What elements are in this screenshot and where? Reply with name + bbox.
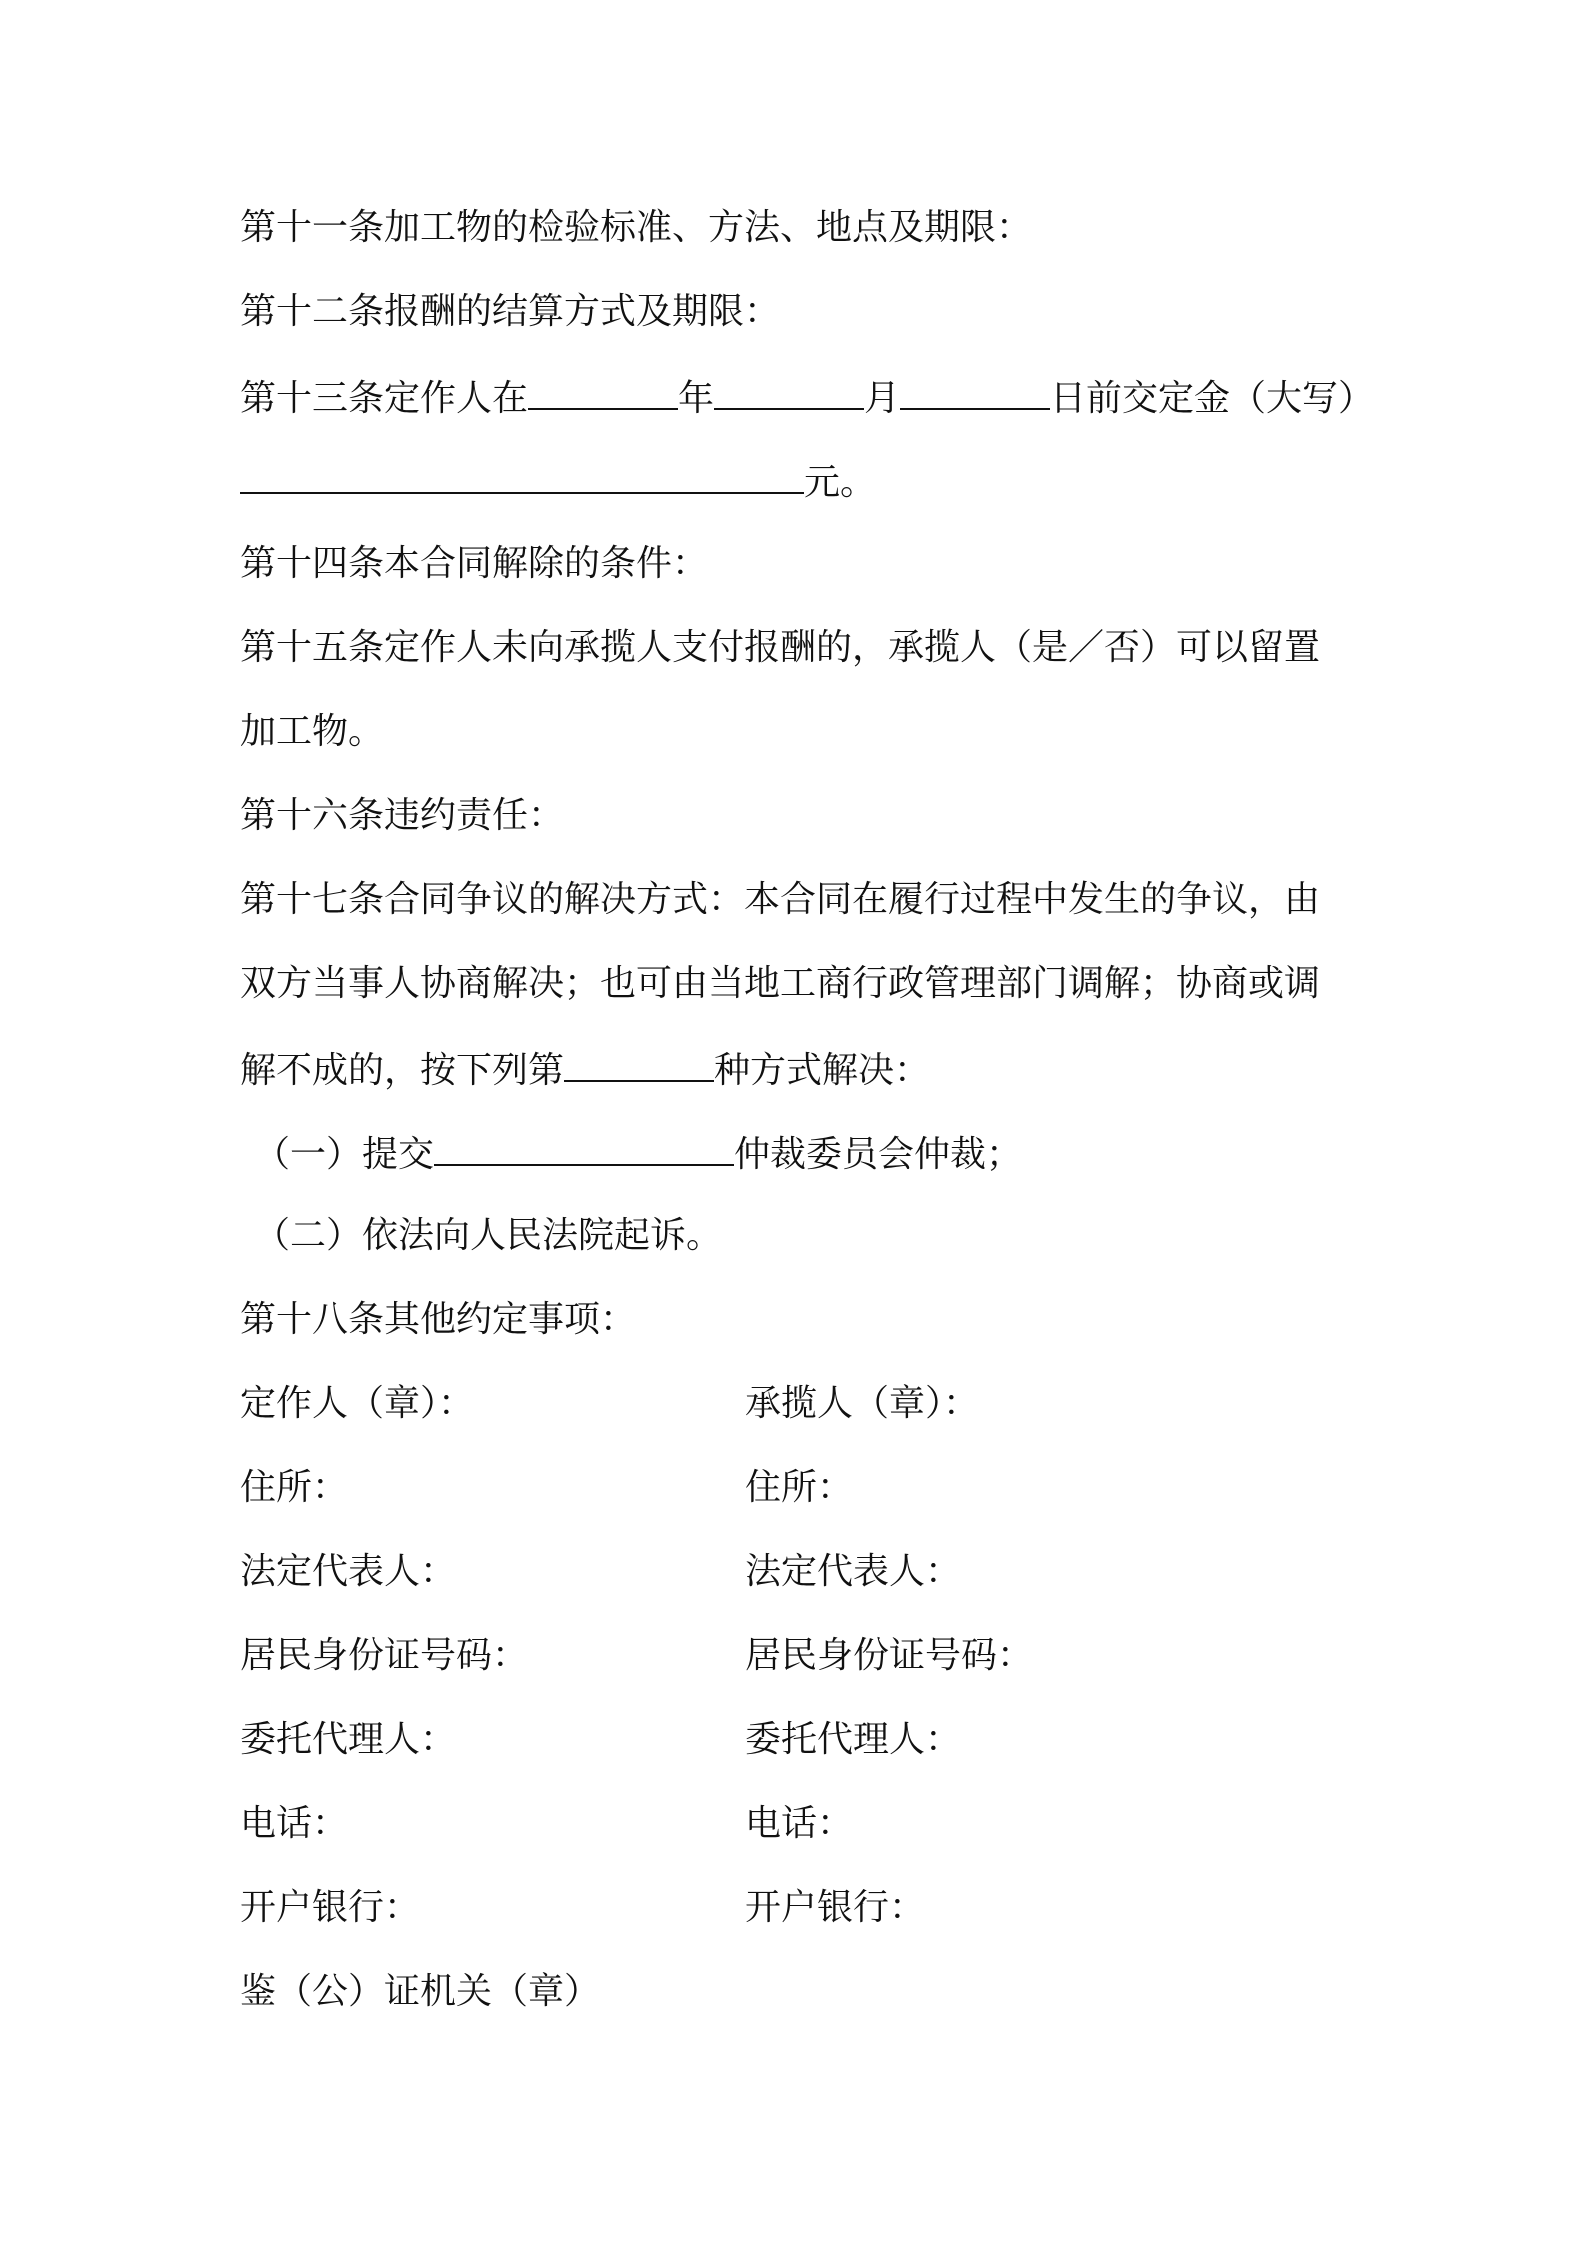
article-17-line1: 第十七条合同争议的解决方式：本合同在履行过程中发生的争议，由: [240, 879, 1321, 920]
option-2: （二）依法向人民法院起诉。: [254, 1215, 723, 1256]
month-blank: [714, 372, 864, 410]
article-13: [240, 372, 1374, 420]
right-bank: 开户银行：: [745, 1887, 926, 1928]
left-agent: 委托代理人：: [240, 1719, 457, 1760]
right-party: 承揽人（章）：: [745, 1383, 980, 1424]
article-17-line3: [240, 1044, 930, 1092]
left-phone: 电话：: [240, 1803, 349, 1844]
option-1: [254, 1128, 1022, 1176]
left-party: 定作人（章）：: [240, 1383, 475, 1424]
year-label: 年: [678, 378, 715, 419]
article-17-line2: 双方当事人协商解决；也可由当地工商行政管理部门调解；协商或调: [240, 963, 1321, 1004]
day-blank: [900, 372, 1050, 410]
right-address: 住所：: [745, 1467, 854, 1508]
article-18: 第十八条其他约定事项：: [240, 1299, 637, 1340]
right-legal-rep: 法定代表人：: [745, 1551, 962, 1592]
notary-seal: 鉴（公）证机关（章）: [240, 1971, 601, 2012]
right-phone: 电话：: [745, 1803, 854, 1844]
article-11: 第十一条加工物的检验标准、方法、地点及期限：: [240, 207, 1033, 248]
left-address: 住所：: [240, 1467, 349, 1508]
method-blank: [564, 1044, 714, 1082]
article-14: 第十四条本合同解除的条件：: [240, 543, 709, 584]
article-15-line2: 加工物。: [240, 711, 385, 752]
article-12: 第十二条报酬的结算方式及期限：: [240, 291, 781, 332]
article-13-text: 第十三条定作人在: [240, 378, 529, 419]
month-label: 月: [864, 378, 901, 419]
article-17-line3-tail: 种方式解决：: [714, 1050, 931, 1091]
article-17-line3-text: 解不成的，按下列第: [240, 1050, 565, 1091]
right-id-number: 居民身份证号码：: [745, 1635, 1034, 1676]
left-bank: 开户银行：: [240, 1887, 421, 1928]
article-15-line1: 第十五条定作人未向承揽人支付报酬的，承揽人（是／否）可以留置: [240, 627, 1321, 668]
year-blank: [528, 372, 678, 410]
option-1-text: （一）提交: [254, 1134, 435, 1175]
article-13-amount: [240, 456, 876, 504]
arbitration-blank: [434, 1128, 734, 1166]
deposit-text: 日前交定金（大写）: [1050, 378, 1375, 419]
option-1-tail: 仲裁委员会仲裁；: [734, 1134, 1023, 1175]
left-id-number: 居民身份证号码：: [240, 1635, 529, 1676]
left-legal-rep: 法定代表人：: [240, 1551, 457, 1592]
right-agent: 委托代理人：: [745, 1719, 962, 1760]
yuan-label: 元。: [804, 462, 877, 503]
article-16: 第十六条违约责任：: [240, 795, 565, 836]
amount-blank: [240, 456, 804, 494]
